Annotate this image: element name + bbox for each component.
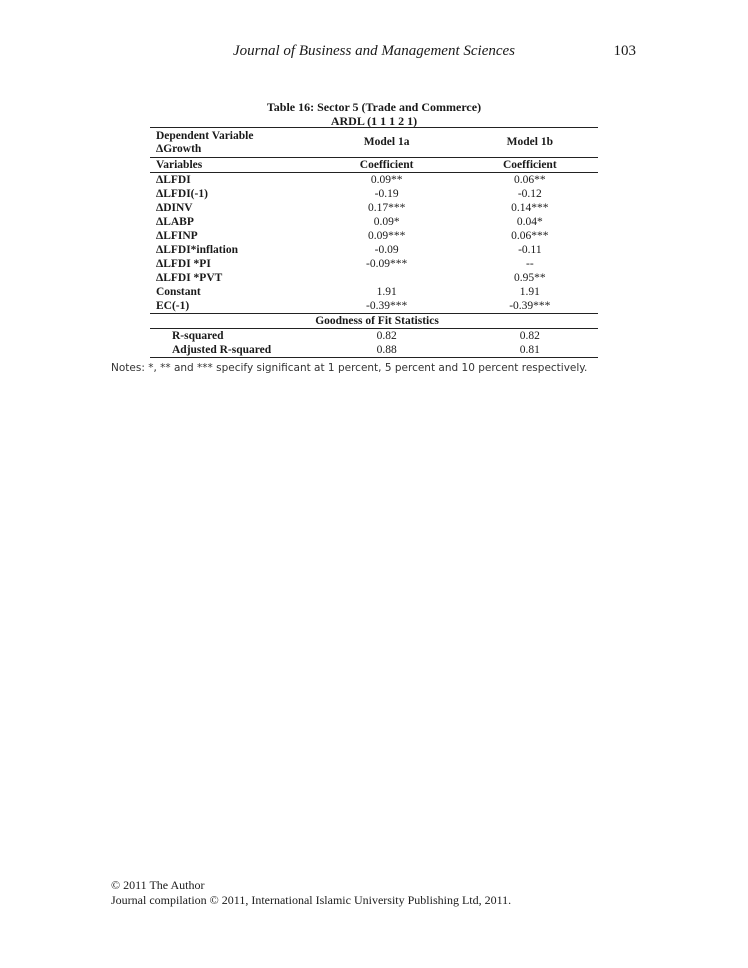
table-row-model-a: 1.91 <box>376 286 397 298</box>
dependent-variable-label: Dependent Variable <box>156 129 254 142</box>
table-row-variable: ΔLABP <box>156 216 194 228</box>
coef-b-header: Coefficient <box>503 159 557 171</box>
gof-row <box>150 329 598 344</box>
gof-row-model-b: 0.82 <box>519 330 540 342</box>
footer-journal-compilation: Journal compilation © 2011, International Islamic University Publishing Ltd, 2011. <box>111 893 512 907</box>
table-row-variable: ΔLFDI*inflation <box>156 244 238 256</box>
table-header-row <box>150 128 598 158</box>
table-row-variable: Constant <box>156 286 201 298</box>
gof-row-variable: Adjusted R-squared <box>172 344 272 356</box>
table-notes: Notes: *, ** and *** specify significant at 1 percent, 5 percent and 10 percent respectively. <box>111 362 588 374</box>
table-row-variable: ΔLFDI *PVT <box>156 272 223 284</box>
table-row <box>150 215 598 229</box>
table-row-model-a <box>312 271 456 285</box>
table-row-model-b: -0.12 <box>517 188 542 200</box>
table-row-model-a: 0.09** <box>370 174 403 186</box>
gof-row-model-a: 0.82 <box>376 330 397 342</box>
footer-copyright: © 2011 The Author <box>111 878 205 892</box>
table-row <box>150 201 598 215</box>
table-row-model-b: 0.14*** <box>511 202 549 214</box>
variables-label: Variables <box>156 159 203 171</box>
table-row-variable: ΔLFDI <box>156 174 191 186</box>
running-header: Journal of Business and Management Sciences <box>232 43 516 59</box>
table-row-variable: ΔLFINP <box>156 230 198 242</box>
coef-a-header: Coefficient <box>359 159 414 171</box>
table-row-model-a: 0.17*** <box>367 202 406 214</box>
table-row <box>150 243 598 257</box>
table-row-model-a: -0.39*** <box>366 300 408 312</box>
table-row-model-b: 1.91 <box>519 286 540 298</box>
goodness-of-fit-row <box>150 314 598 329</box>
model-a-header: Model 1a <box>363 136 410 148</box>
regression-table <box>150 127 598 358</box>
table-row <box>150 285 598 299</box>
table-row <box>150 187 598 201</box>
table-row-variable: ΔLFDI *PI <box>156 258 211 270</box>
page-number: 103 <box>613 43 636 59</box>
table-row-model-a: -0.09*** <box>366 258 408 270</box>
table-row-model-a: 0.09*** <box>367 230 406 242</box>
coefficient-header-row <box>150 158 598 173</box>
gof-row-model-a: 0.88 <box>376 344 397 356</box>
table-row-model-b: 0.95** <box>514 272 546 284</box>
gof-row <box>150 343 598 358</box>
dependent-variable-cell <box>150 128 312 158</box>
table-row-variable: ΔLFDI(-1) <box>156 188 208 200</box>
table-row <box>150 173 598 188</box>
table-caption: Table 16: Sector 5 (Trade and Commerce) <box>266 100 482 114</box>
table-row <box>150 299 598 314</box>
table-subcaption: ARDL (1 1 1 2 1) <box>330 114 418 128</box>
table-row-model-b: 0.06*** <box>511 230 549 242</box>
table-row <box>150 271 598 285</box>
gof-row-variable: R-squared <box>172 330 224 342</box>
goodness-of-fit-label: Goodness of Fit Statistics <box>315 315 439 327</box>
table-row-model-a: 0.09* <box>373 216 400 228</box>
table-row-model-b: -0.11 <box>518 244 542 256</box>
table-row-model-a: -0.19 <box>374 188 399 200</box>
table-row-model-b: -- <box>525 258 534 270</box>
table-row-model-b: 0.04* <box>516 216 543 228</box>
table-row-model-a: -0.09 <box>374 244 399 256</box>
model-b-header: Model 1b <box>506 136 553 148</box>
table-row-variable: EC(-1) <box>156 300 190 312</box>
table-row <box>150 257 598 271</box>
table-row-model-b: 0.06** <box>514 174 546 186</box>
table-row <box>150 229 598 243</box>
table-row-model-b: -0.39*** <box>509 300 551 312</box>
table-row-variable: ΔDINV <box>156 202 193 214</box>
dependent-variable-name: ΔGrowth <box>156 142 202 155</box>
gof-row-model-b: 0.81 <box>519 344 540 356</box>
